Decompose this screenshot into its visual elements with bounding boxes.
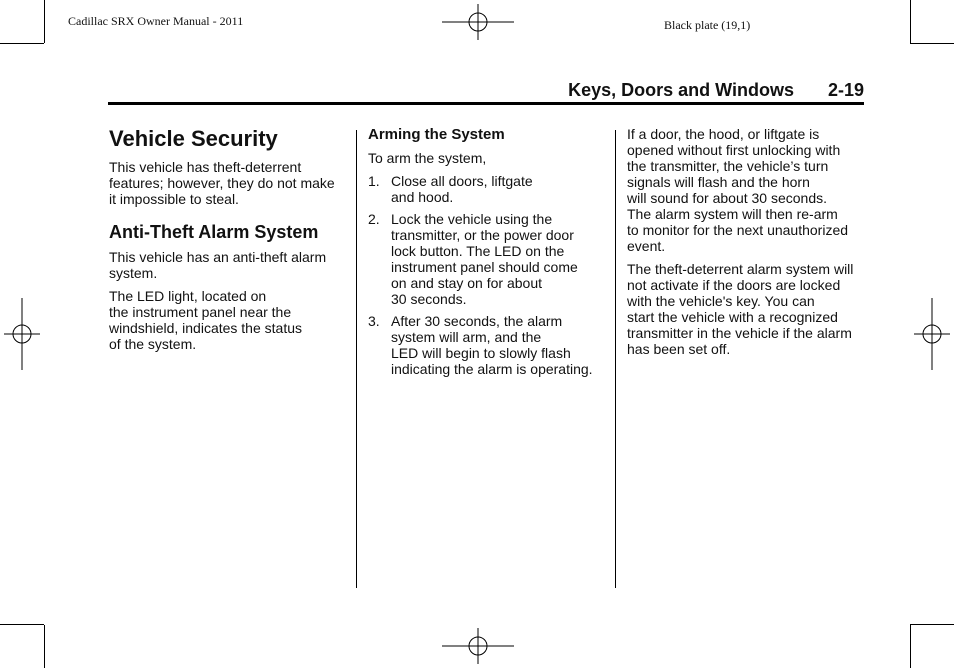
column-divider xyxy=(615,130,616,588)
column-1 xyxy=(109,126,349,359)
paragraph: The LED light, located on the instrument panel near the windshield, indicates the status of the system. xyxy=(109,288,302,352)
steps-list xyxy=(368,173,606,377)
list-item: 2. Lock the vehicle using the transmitter, or the power door lock button. The LED on the instrument panel should come on and stay on for about 30 seconds. xyxy=(368,211,578,307)
column-3 xyxy=(627,126,867,364)
paragraph: This vehicle has an anti-theft alarm system. xyxy=(109,249,327,281)
registration-mark-right-icon xyxy=(912,296,952,372)
column-divider xyxy=(356,130,357,588)
crop-mark xyxy=(44,625,45,668)
step-number: 1. xyxy=(368,173,380,189)
crop-mark xyxy=(44,0,45,43)
registration-mark-left-icon xyxy=(2,296,42,372)
column-2 xyxy=(368,126,606,383)
section-heading: Anti-Theft Alarm System xyxy=(109,222,319,242)
section-header xyxy=(108,78,864,105)
step-number: 3. xyxy=(368,313,380,329)
crop-mark xyxy=(910,624,954,625)
crop-mark xyxy=(0,43,44,44)
page-number: 2-19 xyxy=(827,80,864,100)
paragraph: If a door, the hood, or liftgate is opened without first unlocking with the transmitter, the vehicle’s turn signals will flash and the horn will sound for about 30 seconds. The alarm system will then re-arm to monitor for the next unauthorized event. xyxy=(627,126,849,254)
print-header-right: Black plate (19,1) xyxy=(664,18,751,32)
lead-paragraph: To arm the system, xyxy=(368,150,487,166)
crop-mark xyxy=(910,625,911,668)
paragraph: The theft-deterrent alarm system will not activate if the doors are locked with the vehicle's key. You can start the vehicle with a recognized transmitter in the vehicle if the alarm has been set off. xyxy=(627,261,854,357)
print-header-left: Cadillac SRX Owner Manual - 2011 xyxy=(68,14,244,28)
section-title: Keys, Doors and Windows xyxy=(568,80,794,100)
list-item: 1. Close all doors, liftgate and hood. xyxy=(368,173,533,205)
crop-mark xyxy=(910,0,911,43)
list-item: 3. After 30 seconds, the alarm system will arm, and the LED will begin to slowly flash indicating the alarm is operating. xyxy=(368,313,593,377)
subsection-heading: Arming the System xyxy=(368,126,505,143)
crop-mark xyxy=(910,43,954,44)
page-title: Vehicle Security xyxy=(109,126,278,151)
registration-mark-bottom-icon xyxy=(440,626,516,666)
registration-mark-top-icon xyxy=(440,2,516,42)
crop-mark xyxy=(0,624,44,625)
intro-paragraph: This vehicle has theft-deterrent features; however, they do not make it impossible to steal. xyxy=(109,159,335,207)
step-number: 2. xyxy=(368,211,380,227)
